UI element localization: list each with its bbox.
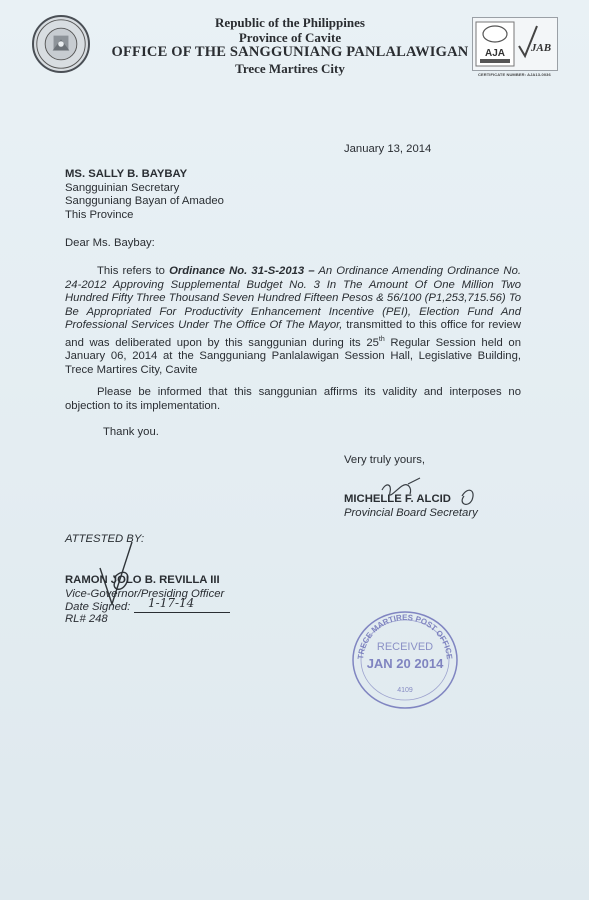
stamp-bottom-text: 4109 bbox=[397, 687, 413, 694]
date-signed-line bbox=[134, 612, 230, 613]
recipient-name: MS. SALLY B. BAYBAY bbox=[65, 168, 188, 180]
body1-rest-b: Regular Session held on January 06, 2014 at the Sangguniang Panlalawigan Session Hall, Legislative Building, Trece Martires City, Cavite bbox=[65, 336, 521, 376]
header-office: OFFICE OF THE SANGGUNIANG PANLALAWIGAN bbox=[111, 44, 469, 60]
header-city: Trece Martires City bbox=[235, 61, 345, 76]
attested-by: ATTESTED BY: bbox=[65, 533, 145, 545]
stamp-received: RECEIVED bbox=[376, 641, 434, 653]
body-paragraph-2: Please be informed that this sanggunian affirms its validity and interposes no objection to its implementation. bbox=[65, 386, 521, 412]
aja-logo-text: AJA bbox=[484, 48, 506, 59]
body1-rest-a: transmitted to this office for review and was deliberated upon by this sanggunian during its 25 bbox=[65, 319, 521, 349]
provincial-seal-icon bbox=[32, 15, 90, 73]
salutation: Dear Ms. Baybay: bbox=[65, 237, 155, 249]
header-republic: Republic of the Philippines bbox=[215, 15, 365, 30]
ordinal-suffix: th bbox=[378, 335, 385, 343]
certificate-number: CERTIFICATE NUMBER: AJA13-0036 bbox=[478, 72, 551, 77]
stamp-top-text: TRECE MARTIRES POST OFFICE bbox=[356, 612, 454, 660]
recipient-block bbox=[65, 168, 224, 222]
jab-logo-text: JAB bbox=[530, 42, 552, 54]
svg-text:TRECE MARTIRES POST OFFICE bbox=[356, 613, 454, 661]
signatory-2-name: RAMON JOLO B. REVILLA III bbox=[65, 574, 220, 586]
recipient-title: Sangguinian Secretary bbox=[65, 181, 180, 194]
header-province: Province of Cavite bbox=[238, 30, 342, 45]
body-paragraph-1 bbox=[65, 265, 521, 378]
stamp-date: JAN 20 2014 bbox=[366, 656, 444, 671]
date-signed-label: Date Signed: bbox=[65, 601, 131, 613]
body1-intro: This refers to bbox=[97, 265, 170, 277]
received-stamp bbox=[345, 604, 465, 712]
closing: Very truly yours, bbox=[344, 454, 425, 466]
ordinance-title: An Ordinance Amending Ordinance No. 24-2012 Approving Supplemental Budget No. 3 In The Amount Of One Million Two Hundred Fifty Three Thousand Seven Hundred Fifteen Pesos & 56/100 (P1,253,715.56) To Be Appropriated For Productivity Enhancement Incentive (PEI), Election Fund And Professional Services Under The Office Of The Mayor, bbox=[65, 265, 522, 332]
reference-number: RL# 248 bbox=[65, 613, 108, 625]
signatory-1-title: Provincial Board Secretary bbox=[344, 507, 478, 519]
signatory-2-title: Vice-Governor/Presiding Officer bbox=[65, 588, 225, 600]
date-signed-value: 1-17-14 bbox=[148, 596, 195, 610]
letter-date: January 13, 2014 bbox=[344, 143, 432, 155]
signatory-1-name: MICHELLE F. ALCID bbox=[344, 493, 451, 505]
ordinance-number: Ordinance No. 31-S-2013 – bbox=[169, 265, 315, 277]
recipient-location: This Province bbox=[65, 208, 134, 221]
certification-logos bbox=[472, 17, 558, 71]
thanks: Thank you. bbox=[103, 426, 159, 438]
recipient-office: Sangguniang Bayan of Amadeo bbox=[65, 195, 224, 208]
